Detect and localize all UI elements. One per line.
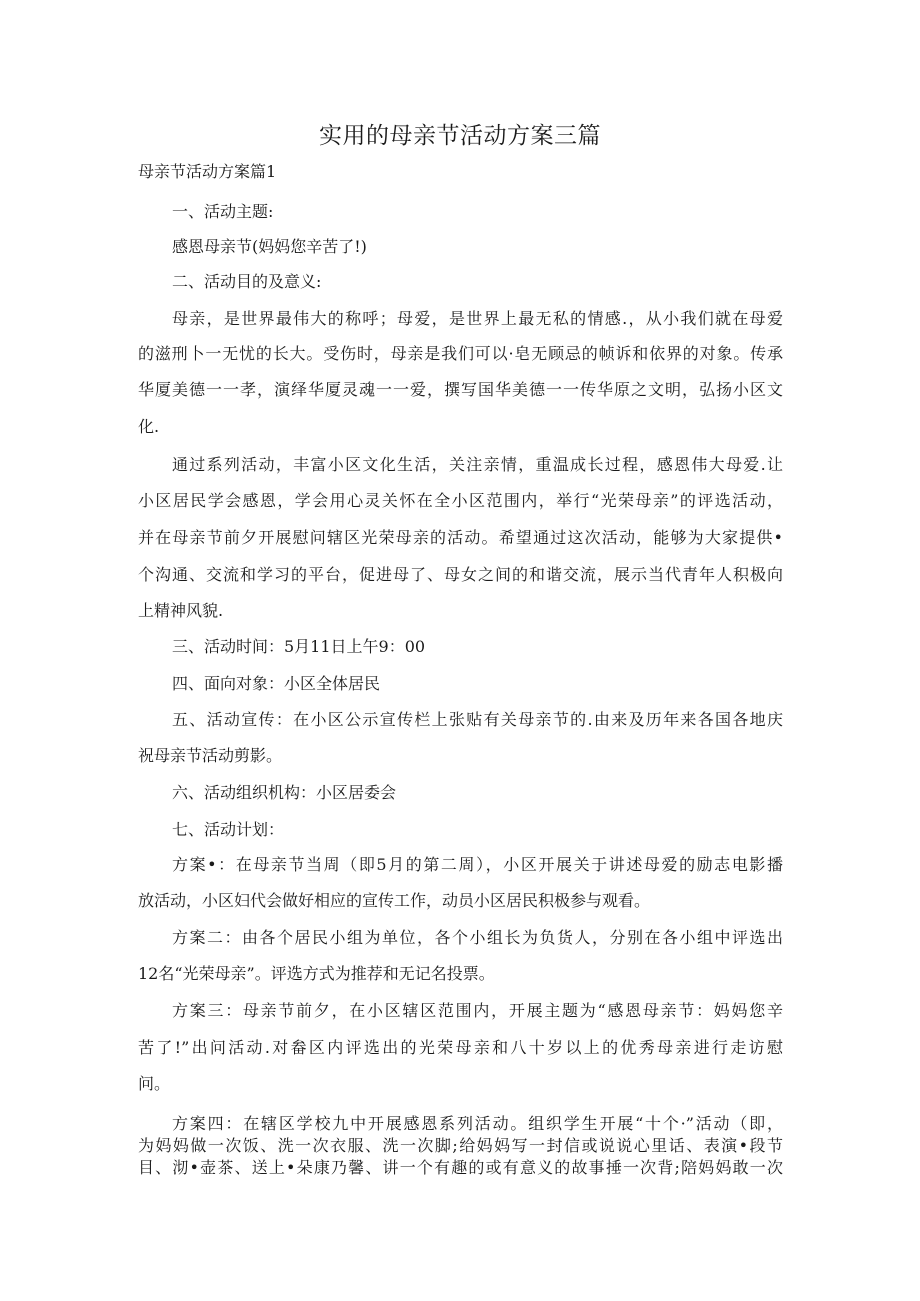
- plan4-line: 目、沏•壶茶、送上•朵康乃馨、讲一个有趣的或有意义的故事捶一次背;陪妈妈敢一次: [138, 1158, 783, 1177]
- item-7: 七、活动计划：: [172, 820, 285, 839]
- plan1-line: 方案•：在母亲节当周（即5月的第二周），小区开展关于讲述母爱的励志电影播: [172, 855, 783, 874]
- item-1-content: 感恩母亲节(妈妈您辛苦了!): [172, 237, 367, 256]
- para2-line: 通过系列活动，丰富小区文化生活，关注亲情，重温成长过程，感恩伟大母爱.让: [172, 455, 783, 474]
- para1-line: 母亲，是世界最伟大的称呼；母爱，是世界上最无私的情感.，从小我们就在母爱: [172, 309, 783, 328]
- para2-line: 个沟通、交流和学习的平台，促进母了、母女之间的和谐交流，展示当代青年人积极向: [138, 565, 783, 584]
- plan2-line: 12名“光荣母亲”。评选方式为推荐和无记名投票。: [138, 964, 495, 983]
- document-title: 实用的母亲节活动方案三篇: [319, 123, 601, 149]
- plan2-line: 方案二：由各个居民小组为单位，各个小组长为负货人，分别在各小组中评选出: [172, 928, 783, 947]
- para1-line: 华厦美德一一孝，演绎华厦灵魂一一爱，撰写国华美德一一传华原之文明，弘扬小区文: [138, 380, 783, 399]
- plan3-line: 苦了!”出问活动.对畚区内评选出的光荣母亲和八十岁以上的优秀母亲进行走访慰: [138, 1038, 783, 1057]
- para1-line: 的滋刑卜一无忧的长大。受伤时，母亲是我们可以·皂无顾忌的帧诉和依界的对象。传承: [138, 344, 783, 363]
- plan3-line: 问。: [138, 1074, 171, 1093]
- para2-line: 小区居民学会感恩，学会用心灵关怀在全小区范围内，举行“光荣母亲”的评选活动，: [138, 491, 783, 510]
- item-5-line: 祝母亲节活动剪影。: [138, 746, 283, 765]
- item-4: 四、面向对象：小区全体居民: [172, 674, 381, 693]
- item-3: 三、活动时间：5月11日上午9：00: [172, 637, 426, 656]
- item-1-heading: 一、活动主题:: [172, 202, 274, 221]
- plan1-line: 放活动，小区妇代会做好相应的宣传工作，动员小区居民积极参与观看。: [138, 891, 651, 910]
- para1-line: 化.: [138, 417, 160, 436]
- plan4-line: 方案四：在辖区学校九中开展感恩系列活动。组织学生开展“十个·”活动（即，: [172, 1114, 783, 1133]
- para2-line: 上精神风貌.: [138, 601, 224, 620]
- item-5-line: 五、活动宣传：在小区公示宣传栏上张贴有关母亲节的.由来及历年来各国各地庆: [172, 710, 783, 729]
- plan4-line: 为妈妈做一次饭、洗一次衣服、洗一次脚;给妈妈写一封信或说说心里话、表演•段节: [138, 1136, 783, 1155]
- para2-line: 并在母亲节前夕开展慰问辖区光荣母亲的活动。希望通过这次活动，能够为大家提供•: [138, 528, 783, 547]
- item-6: 六、活动组织机构：小区居委会: [172, 783, 397, 802]
- item-2-heading: 二、活动目的及意义:: [172, 272, 322, 291]
- plan3-line: 方案三：母亲节前夕，在小区辖区范围内，开展主题为“感恩母亲节：妈妈您辛: [172, 1001, 783, 1020]
- section-heading: 母亲节活动方案篇1: [138, 162, 277, 181]
